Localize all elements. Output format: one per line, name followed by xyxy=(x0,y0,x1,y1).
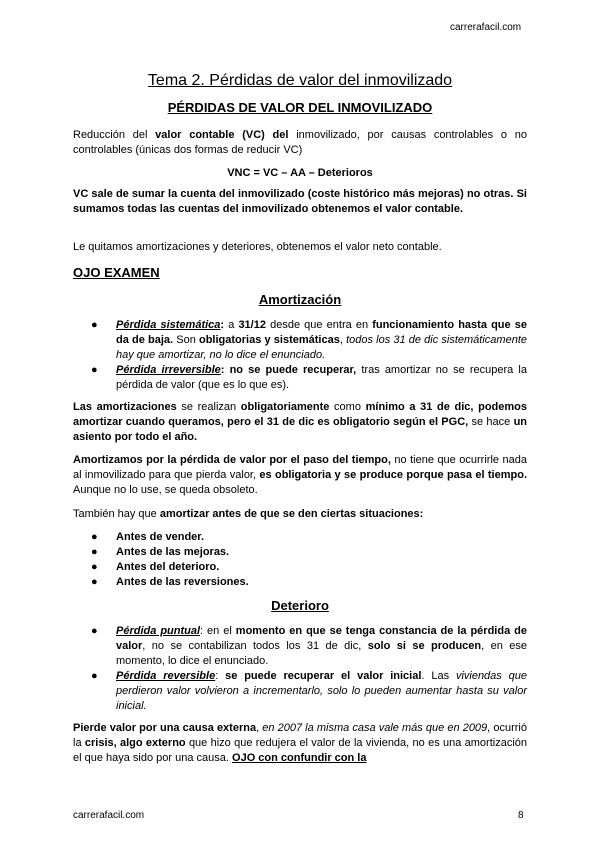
ojo-examen-heading: OJO EXAMEN xyxy=(73,265,160,280)
amortizacion-paragraph-2: Amortizamos por la pérdida de valor por el paso del tiempo, no tiene que ocurrirle nada al inmovilizado para que pierda valor, es obligatoria y se produce porque pasa el tiempo. Aunque no lo use, se queda obsoleto. xyxy=(73,454,527,496)
header-site: carrerafacil.com xyxy=(450,22,522,33)
page-subtitle: PÉRDIDAS DE VALOR DEL INMOVILIZADO xyxy=(167,100,433,115)
list-item: ● Antes de vender. xyxy=(73,530,527,545)
bullet-marker: ● xyxy=(91,364,98,376)
amortizacion-heading: Amortización xyxy=(258,292,342,307)
list-item: ● Antes de las reversiones. xyxy=(73,575,527,590)
intro-paragraph-2: VC sale de sumar la cuenta del inmovilizado (coste histórico más mejoras) no otras. Si sumamos todas las cuentas del inmovilizado obtenemos el valor contable. xyxy=(73,188,527,215)
amortizacion-situations-list xyxy=(73,530,527,590)
formula-vnc: VNC = VC – AA – Deterioros xyxy=(227,167,373,179)
bullet-marker: ● xyxy=(91,576,98,588)
page-number: 8 xyxy=(518,810,524,821)
bullet-marker: ● xyxy=(91,319,98,331)
amortizacion-paragraph-3: También hay que amortizar antes de que se den ciertas situaciones: xyxy=(73,508,424,520)
list-item: ● Antes de las mejoras. xyxy=(73,545,527,560)
amortizacion-bullet-2 xyxy=(73,363,527,393)
bullet-marker: ● xyxy=(91,531,98,543)
list-item: ● Antes del deterioro. xyxy=(73,560,527,575)
page-title: Tema 2. Pérdidas de valor del inmovilizado xyxy=(147,72,453,89)
intro-paragraph-3: Le quitamos amortizaciones y deteriores, obtenemos el valor neto contable. xyxy=(73,241,442,253)
footer-site: carrerafacil.com xyxy=(73,810,145,821)
bullet-marker: ● xyxy=(91,670,98,682)
bullet-marker: ● xyxy=(91,546,98,558)
bullet-text: Pérdida reversible: se puede recuperar el valor inicial. Las viviendas que perdieron valor volvieron a incrementarlo, solo lo pueden aumentar hasta su valor inicial. xyxy=(116,670,528,712)
deterioro-bullet-2 xyxy=(73,669,527,714)
bullet-text: Pérdida puntual: en el momento en que se tenga constancia de la pérdida de valor, no se contabilizan todos los 31 de dic, solo si se producen, en ese momento, lo dice el enunciado. xyxy=(116,625,528,667)
intro-paragraph-1: Reducción del valor contable (VC) del inmovilizado, por causas controlables o no controlables (únicas dos formas de reducir VC) xyxy=(73,129,527,156)
amortizacion-bullet-1 xyxy=(73,318,527,363)
deterioro-heading: Deterioro xyxy=(271,598,329,613)
amortizacion-paragraph-1: Las amortizaciones se realizan obligatoriamente como mínimo a 31 de dic, podemos amortizar cuando queramos, pero el 31 de dic es obligatorio según el PGC, se hace un asiento por todo el año. xyxy=(73,401,528,443)
bullet-marker: ● xyxy=(91,625,98,637)
bullet-marker: ● xyxy=(91,561,98,573)
deterioro-bullet-1 xyxy=(73,624,527,669)
bullet-text: Pérdida sistemática: a 31/12 desde que entra en funcionamiento hasta que se da de baja. Son obligatorias y sistemáticas, todos los 31 de dic sistemáticamente hay que amortizar, no lo dice el enunciado. xyxy=(116,319,527,361)
bullet-text: Pérdida irreversible: no se puede recuperar, tras amortizar no se recupera la pérdida de valor (que es lo que es). xyxy=(116,364,527,391)
deterioro-paragraph-1: Pierde valor por una causa externa, en 2007 la misma casa vale más que en 2009, ocurrió la crisis, algo externo que hizo que redujera el valor de la vivienda, no es una amortización el que haya sido por una causa. OJO con confundir con la xyxy=(73,722,528,764)
